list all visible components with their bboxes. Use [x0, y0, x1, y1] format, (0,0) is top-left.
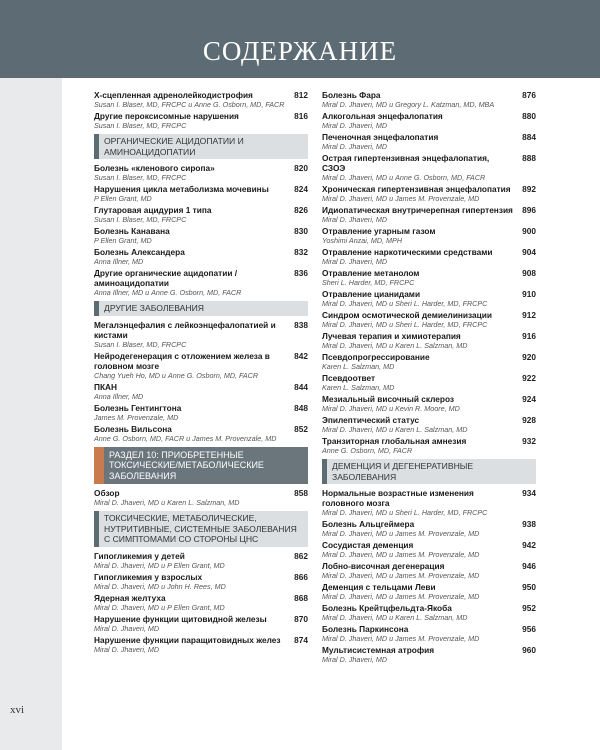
toc-entry-title: Алкогольная энцефалопатия [322, 111, 443, 121]
toc-entry[interactable] [322, 582, 536, 601]
toc-entry-title: Другие органические ацидопатии / аминоацидопатии [94, 268, 238, 288]
toc-entry-title: Деменция с тельцами Леви [322, 582, 436, 592]
toc-entry-title: Нарушение функции щитовидной железы [94, 613, 267, 624]
toc-entry-authors: Miral D. Jhaveri, MD и Kevin R. Moore, MD [322, 404, 460, 413]
toc-entry[interactable] [322, 488, 536, 517]
toc-entry[interactable] [322, 519, 536, 538]
toc-entry-title: Псевдопрогрессирование [322, 352, 430, 362]
toc-entry[interactable] [94, 90, 308, 109]
toc-entry-title: Ядерная желтуха [94, 592, 166, 603]
toc-entry-title: Отравление наркотическими средствами [322, 247, 493, 257]
toc-entry-page: 862 [294, 550, 308, 561]
toc-entry[interactable] [94, 111, 308, 130]
section-heading: ДЕМЕНЦИЯ И ДЕГЕНЕРАТИВНЫЕ ЗАБОЛЕВАНИЯ [322, 459, 536, 484]
toc-entry[interactable] [94, 268, 308, 297]
toc-entry[interactable] [322, 540, 536, 559]
toc-entry-authors: Miral D. Jhaveri, MD и Karen L. Salzman, MD [94, 498, 240, 507]
toc-entry-title: Болезнь Альцгеймера [322, 519, 415, 529]
toc-entry-title: Глутаровая ацидурия 1 типа [94, 205, 212, 215]
toc-entry-page: 896 [522, 205, 536, 215]
toc-entry-title: Печеночная энцефалопатия [322, 132, 439, 142]
toc-entry-title: Идиопатическая внутричерепная гипертензия [322, 205, 513, 215]
toc-entry-page: 942 [522, 540, 536, 550]
toc-entry[interactable] [94, 382, 308, 401]
toc-entry-authors: Anna Illner, MD [94, 391, 144, 401]
toc-entry-page: 956 [522, 624, 536, 634]
toc-entry-page: 900 [522, 226, 536, 236]
toc-entry-page: 874 [294, 634, 308, 645]
toc-entry-title: Лучевая терапия и химиотерапия [322, 331, 461, 341]
toc-entry-authors: Miral D. Jhaveri, MD и Sheri L. Harder, MD, FRCPC [322, 508, 488, 517]
toc-entry[interactable] [322, 561, 536, 580]
toc-entry[interactable] [322, 205, 536, 224]
toc-entry-authors: Miral D. Jhaveri, MD и Anne G. Osborn, MD, FACR [322, 173, 486, 182]
toc-entry-title: Нарушения цикла метаболизма мочевины [94, 184, 269, 194]
toc-entry[interactable] [322, 373, 536, 392]
toc-entry-authors: Miral D. Jhaveri, MD и Karen L. Salzman, MD [322, 613, 468, 622]
toc-entry-page: 832 [294, 247, 308, 257]
toc-entry-authors: Miral D. Jhaveri, MD и James M. Provenzale, MD [322, 571, 480, 580]
toc-entry-page: 922 [522, 373, 536, 383]
toc-entry-title: Отравление цианидами [322, 289, 421, 299]
toc-entry-title: Транзиторная глобальная амнезия [322, 436, 467, 446]
toc-entry-page: 884 [522, 132, 536, 142]
toc-entry-page: 838 [294, 319, 308, 330]
toc-entry-authors: Anna Illner, MD и Anne G. Osborn, MD, FACR [94, 288, 242, 297]
toc-entry-page: 934 [522, 488, 536, 498]
toc-entry-title: Синдром осмотической демиелинизации [322, 310, 492, 320]
toc-entry-authors: Karen L. Salzman, MD [322, 383, 395, 392]
toc-entry-authors: P Ellen Grant, MD [94, 236, 152, 245]
toc-entry-page: 892 [522, 184, 536, 194]
toc-entry-page: 880 [522, 111, 536, 121]
toc-entry[interactable] [322, 310, 536, 329]
toc-entry-title: Нормальные возрастные изменения головного мозга [322, 488, 474, 508]
toc-entry[interactable] [94, 320, 308, 349]
toc-entry-authors: Miral D. Jhaveri, MD и James M. Provenzale, MD [322, 592, 480, 601]
toc-entry-authors: Miral D. Jhaveri, MD [322, 121, 388, 130]
toc-entry[interactable] [322, 645, 536, 664]
toc-left-column [94, 90, 308, 656]
toc-entry-authors: Miral D. Jhaveri, MD [94, 644, 160, 654]
section-heading: ТОКСИЧЕСКИЕ, МЕТАБОЛИЧЕСКИЕ, НУТРИТИВНЫЕ, СИСТЕМНЫЕ ЗАБОЛЕВАНИЯ С СИМПТОМАМИ СО СТОРОНЫ ЦНС [94, 511, 308, 547]
section-heading: ДРУГИЕ ЗАБОЛЕВАНИЯ [94, 301, 308, 316]
toc-entry-authors: Miral D. Jhaveri, MD и James M. Provenzale, MD [322, 634, 480, 643]
toc-entry[interactable] [322, 153, 536, 182]
toc-entry[interactable] [94, 424, 308, 443]
toc-entry-authors: Miral D. Jhaveri, MD [322, 215, 388, 224]
toc-entry-authors: Miral D. Jhaveri, MD и James M. Provenzale, MD [322, 550, 480, 559]
toc-entry-authors: Susan I. Blaser, MD, FRCPC [94, 173, 187, 182]
toc-entry-authors: Anna Illner, MD [94, 257, 144, 266]
toc-entry-authors: Miral D. Jhaveri, MD и Sheri L. Harder, MD, FRCPC [322, 299, 488, 308]
toc-entry[interactable] [94, 614, 308, 633]
toc-entry-authors: Susan I. Blaser, MD, FRCPC [94, 121, 187, 130]
toc-entry-page: 932 [522, 436, 536, 446]
toc-entry-title: Нейродегенерация с отложением железа в головном мозге [94, 350, 270, 371]
toc-entry-authors: Miral D. Jhaveri, MD и Sheri L. Harder, MD, FRCPC [322, 320, 488, 329]
toc-entry[interactable] [322, 289, 536, 308]
toc-entry[interactable] [94, 226, 308, 245]
toc-entry[interactable] [322, 394, 536, 413]
toc-entry-page: 950 [522, 582, 536, 592]
toc-entry-title: Обзор [94, 488, 120, 498]
toc-entry-page: 910 [522, 289, 536, 299]
toc-entry-title: Сосудистая деменция [322, 540, 414, 550]
toc-entry-page: 916 [522, 331, 536, 341]
toc-entry-page: 830 [294, 226, 308, 236]
toc-entry-page: 920 [522, 352, 536, 362]
toc-entry[interactable] [94, 163, 308, 182]
toc-entry-title: Эпилептический статус [322, 415, 420, 425]
toc-entry-page: 852 [294, 423, 308, 434]
toc-entry[interactable] [94, 593, 308, 612]
toc-entry-title: Отравление угарным газом [322, 226, 436, 236]
toc-entry-authors: Susan I. Blaser, MD, FRCPC и Anne G. Osborn, MD, FACR [94, 100, 285, 109]
toc-entry-page: 820 [294, 163, 308, 173]
toc-entry[interactable] [94, 635, 308, 654]
toc-entry-authors: Anne G. Osborn, MD, FACR и James M. Provenzale, MD [94, 433, 277, 443]
toc-entry-page: 876 [522, 90, 536, 100]
toc-entry-authors: Miral D. Jhaveri, MD и P Ellen Grant, MD [94, 602, 225, 612]
page-sidebar-strip [0, 78, 62, 750]
toc-entry-page: 812 [294, 90, 308, 100]
toc-entry[interactable] [94, 572, 308, 591]
toc-entry-title: Гипогликемия у взрослых [94, 571, 203, 582]
toc-entry-page: 826 [294, 205, 308, 215]
toc-entry-title: Мегалэнцефалия с лейкоэнцефалопатией и кистами [94, 319, 276, 340]
toc-entry-authors: Miral D. Jhaveri, MD и James M. Provenzale, MD [322, 194, 480, 203]
toc-entry-page: 912 [522, 310, 536, 320]
toc-entry[interactable] [322, 226, 536, 245]
toc-entry-title: ПКАН [94, 381, 118, 392]
toc-entry-page: 888 [522, 153, 536, 163]
toc-entry-title: Гипогликемия у детей [94, 550, 185, 561]
toc-entry-title: Болезнь Вильсона [94, 423, 172, 434]
toc-entry-title: Отравление метанолом [322, 268, 420, 278]
toc-entry-page: 868 [294, 592, 308, 603]
toc-entry[interactable] [322, 415, 536, 434]
toc-entry-title: Нарушение функции паращитовидных желез [94, 634, 281, 645]
toc-entry-title: Болезнь Гентингтона [94, 402, 182, 413]
page-number: xvi [10, 704, 25, 716]
toc-entry-title: Болезнь Фара [322, 90, 381, 100]
toc-entry[interactable] [322, 111, 536, 130]
toc-entry[interactable] [322, 268, 536, 287]
toc-entry[interactable] [322, 331, 536, 350]
toc-entry-authors: Yoshimi Anzai, MD, MPH [322, 236, 403, 245]
toc-entry[interactable] [322, 603, 536, 622]
toc-entry-page: 858 [294, 488, 308, 498]
toc-right-column [322, 90, 536, 666]
page-title: СОДЕРЖАНИЕ [202, 36, 398, 66]
toc-entry[interactable] [94, 351, 308, 380]
toc-entry-title: Мультисистемная атрофия [322, 645, 435, 655]
toc-entry-title: Хроническая гипертензивная энцефалопатия [322, 184, 511, 194]
toc-entry-authors: Miral D. Jhaveri, MD и Karen L. Salzman, MD [322, 425, 468, 434]
toc-entry-title: Болезнь Крейтцфельдта-Якоба [322, 603, 452, 613]
toc-entry-page: 960 [522, 645, 536, 655]
toc-entry-page: 952 [522, 603, 536, 613]
toc-entry-title: Острая гипертензивная энцефалопатия, СЗОЭ [322, 153, 490, 173]
toc-entry-authors: Anne G. Osborn, MD, FACR [322, 446, 413, 455]
toc-entry-authors: Karen L. Salzman, MD [322, 362, 395, 371]
toc-entry-page: 844 [294, 381, 308, 392]
toc-entry-authors: Miral D. Jhaveri, MD [322, 142, 388, 151]
toc-entry-authors: James M. Provenzale, MD [94, 412, 179, 422]
toc-entry-page: 938 [522, 519, 536, 529]
toc-entry-page: 924 [522, 394, 536, 404]
toc-entry-authors: Susan I. Blaser, MD, FRCPC [94, 215, 187, 224]
toc-entry-authors: Miral D. Jhaveri, MD и John H. Rees, MD [94, 581, 226, 591]
toc-entry-page: 870 [294, 613, 308, 624]
toc-entry-page: 824 [294, 184, 308, 194]
toc-entry-title: Псевдоответ [322, 373, 376, 383]
toc-entry-authors: Miral D. Jhaveri, MD и Gregory L. Katzman, MD, MBA [322, 100, 495, 109]
toc-entry-authors: P Ellen Grant, MD [94, 194, 152, 203]
toc-entry[interactable] [94, 488, 308, 507]
toc-entry-authors: Chang Yueh Ho, MD и Anne G. Osborn, MD, FACR [94, 370, 259, 380]
toc-entry-authors: Miral D. Jhaveri, MD и James M. Provenzale, MD [322, 529, 480, 538]
toc-entry-authors: Miral D. Jhaveri, MD [94, 623, 160, 633]
toc-entry-page: 904 [522, 247, 536, 257]
toc-entry-page: 816 [294, 111, 308, 121]
toc-entry-title: Мезиальный височный склероз [322, 394, 455, 404]
toc-entry-authors: Susan I. Blaser, MD, FRCPC [94, 339, 187, 349]
toc-entry-page: 908 [522, 268, 536, 278]
toc-entry-title: Лобно-височная дегенерация [322, 561, 445, 571]
section-heading: ОРГАНИЧЕСКИЕ АЦИДОПАТИИ И АМИНОАЦИДОПАТИИ [94, 134, 308, 159]
toc-entry-page: 928 [522, 415, 536, 425]
toc-entry-page: 836 [294, 268, 308, 278]
toc-entry-authors: Miral D. Jhaveri, MD и P Ellen Grant, MD [94, 560, 225, 570]
toc-entry-authors: Sheri L. Harder, MD, FRCPC [322, 278, 415, 287]
toc-entry-authors: Miral D. Jhaveri, MD и Karen L. Salzman, MD [322, 341, 468, 350]
toc-entry-page: 848 [294, 402, 308, 413]
toc-entry-page: 842 [294, 350, 308, 361]
toc-entry[interactable] [322, 247, 536, 266]
toc-entry[interactable] [94, 184, 308, 203]
toc-entry-authors: Miral D. Jhaveri, MD [322, 257, 388, 266]
toc-entry-page: 946 [522, 561, 536, 571]
toc-entry[interactable] [94, 403, 308, 422]
toc-entry-title: X-сцепленная адренолейкодистрофия [94, 90, 253, 100]
toc-entry-title: Болезнь Паркинсона [322, 624, 409, 634]
toc-entry-title: Болезнь Канавана [94, 226, 170, 236]
toc-entry-title: Другие пероксисомные нарушения [94, 111, 239, 121]
toc-entry-page: 866 [294, 571, 308, 582]
toc-entry[interactable] [322, 624, 536, 643]
toc-entry-title: Болезнь «кленового сиропа» [94, 163, 215, 173]
toc-entry[interactable] [94, 247, 308, 266]
toc-entry[interactable] [322, 90, 536, 109]
toc-entry[interactable] [322, 436, 536, 455]
toc-entry-title: Болезнь Александера [94, 247, 185, 257]
toc-entry[interactable] [322, 132, 536, 151]
toc-entry[interactable] [94, 205, 308, 224]
section-heading: РАЗДЕЛ 10: ПРИОБРЕТЕННЫЕ ТОКСИЧЕСКИЕ/МЕТАБОЛИЧЕСКИЕ ЗАБОЛЕВАНИЯ [94, 447, 308, 485]
toc-entry[interactable] [322, 184, 536, 203]
toc-entry[interactable] [322, 352, 536, 371]
toc-entry[interactable] [94, 551, 308, 570]
page-header [0, 0, 600, 78]
toc-entry-authors: Miral D. Jhaveri, MD [322, 655, 388, 664]
